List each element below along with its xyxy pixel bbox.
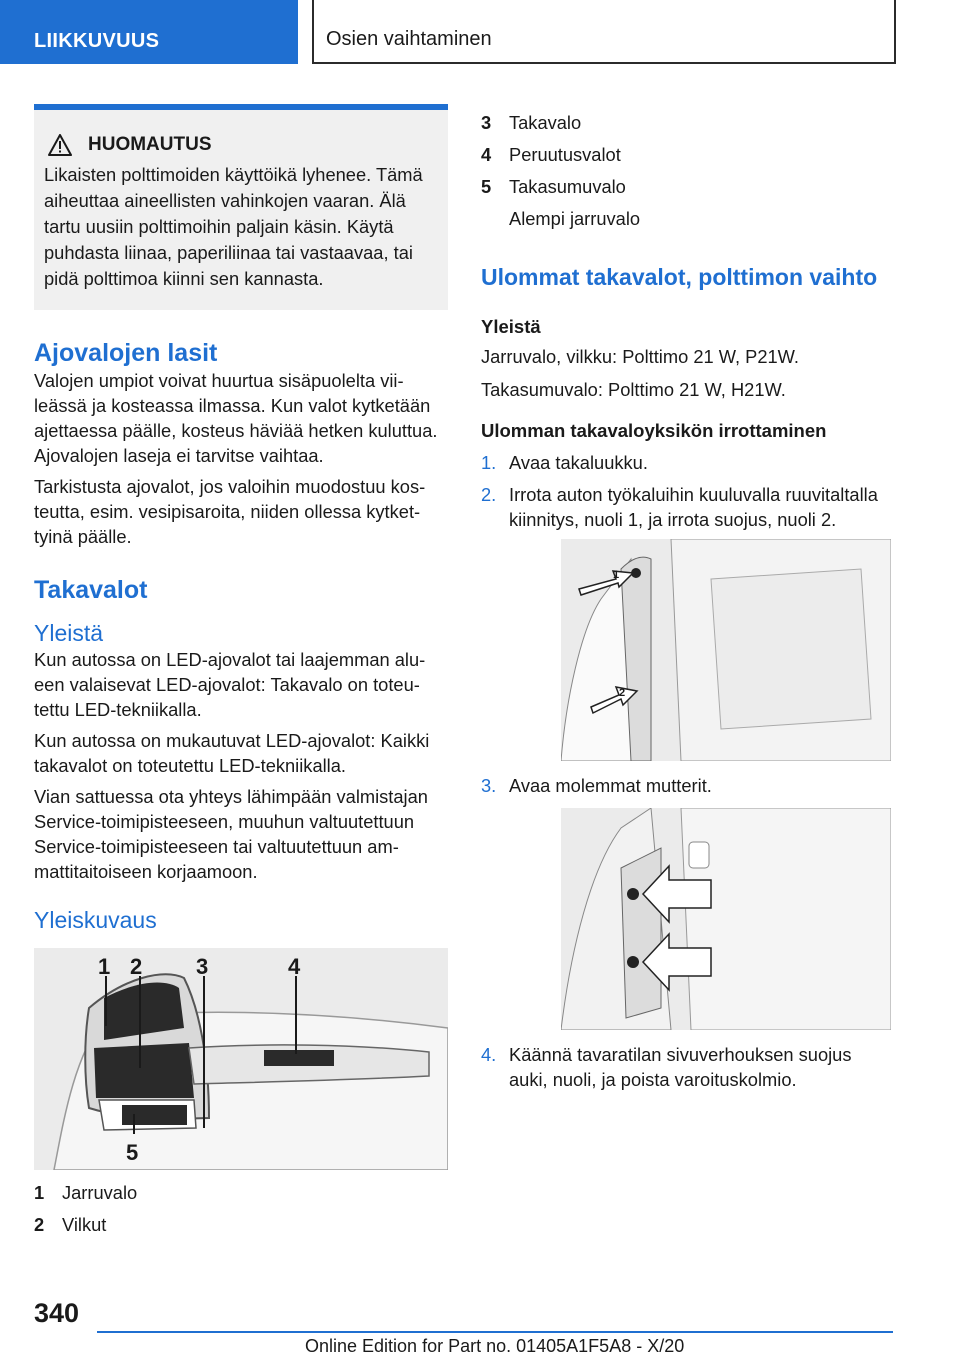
step-text: Irrota auton työkaluihin kuuluvalla ruuvitaltalla kiinnitys, nuoli 1, ja irrota suojus, nuoli 2. <box>509 484 878 530</box>
legend-num <box>481 206 509 232</box>
callout-5: 5 <box>126 1140 139 1165</box>
arrow-label-1: 1 <box>613 569 620 581</box>
arrow-label-2: 2 <box>619 687 626 699</box>
nuts-figure <box>561 808 891 1030</box>
notice-heading-text: HUOMAUTUS <box>88 134 212 155</box>
taillight-illustration <box>34 948 448 1170</box>
legend-label: Takavalo <box>509 112 582 133</box>
spec-fog: Takasumuvalo: Polttimo 21 W, H21W. <box>481 379 786 400</box>
legend-label: Jarruvalo <box>62 1182 138 1203</box>
removal-heading: Ulomman takavaloyksikön irrottaminen <box>481 420 827 441</box>
page-number: 340 <box>34 1298 80 1328</box>
legend-list-right <box>481 110 893 232</box>
legend-num: 5 <box>481 176 492 197</box>
step-text: Avaa takaluukku. <box>509 452 648 473</box>
left-column <box>34 104 448 1238</box>
heading-taillights-general: Yleistä <box>34 620 104 646</box>
taillights-paragraph-3: Vian sattuessa ota yhteys lähimpään valmistajan Service-toimipisteeseen, muuhun valtuutettuun Service-toimipisteeseen tai valtuutettuun ammattitaitoiseen korjaamoon. <box>34 786 428 882</box>
step-number: 2. <box>481 484 497 505</box>
legend-label: Vilkut <box>62 1214 107 1235</box>
taillight-overview-figure <box>34 948 448 1170</box>
legend-num: 2 <box>34 1214 45 1235</box>
warning-triangle-icon <box>48 134 72 156</box>
callout-2: 2 <box>130 954 143 979</box>
notice-heading <box>48 132 438 158</box>
heading-overview: Yleiskuvaus <box>34 907 157 933</box>
callout-3: 3 <box>196 954 209 979</box>
heading-lenses: Ajovalojen lasit <box>34 339 218 367</box>
lenses-paragraph-2: Tarkistusta ajovalot, jos valoihin muodostuu kosteutta, esim. vesipisaroita, niiden ollessa kytkettyinä päälle. <box>34 476 426 547</box>
step-list <box>481 450 893 532</box>
step-list <box>481 1042 893 1092</box>
spec-brake-indicator: Jarruvalo, vilkku: Polttimo 21 W, P21W. <box>481 346 800 367</box>
callout-4: 4 <box>288 954 301 979</box>
legend-label: Peruutusvalot <box>509 144 621 165</box>
step-number: 1. <box>481 452 497 473</box>
step-item <box>481 1042 893 1092</box>
trim-removal-figure <box>561 539 891 761</box>
legend-num: 4 <box>481 144 492 165</box>
legend-label: Takasumuvalo <box>509 176 626 197</box>
legend-list-left <box>34 1180 448 1238</box>
footer-edition-text: Online Edition for Part no. 01405A1F5A8 - X/20 <box>305 1336 685 1356</box>
step-number: 4. <box>481 1044 497 1065</box>
step-number: 3. <box>481 775 497 796</box>
legend-num: 3 <box>481 112 492 133</box>
step-item <box>481 482 893 532</box>
section-tab: LIIKKUVUUS <box>0 0 298 64</box>
legend-num: 1 <box>34 1182 45 1203</box>
nuts-illustration <box>561 808 891 1030</box>
outer-general-heading: Yleistä <box>481 316 541 337</box>
taillights-paragraph-1: Kun autossa on LED-ajovalot tai laajemman alueen valaisevat LED-ajovalot: Takavalo on toteutettu LED-tekniikalla. <box>34 649 426 720</box>
step-list <box>481 773 893 798</box>
trim-illustration <box>561 539 891 761</box>
callout-1: 1 <box>98 954 111 979</box>
step-item <box>481 450 893 475</box>
page-title: Osien vaihtaminen <box>312 0 896 64</box>
heading-taillights: Takavalot <box>34 576 148 604</box>
lenses-paragraph-1: Valojen umpiot voivat huurtua sisäpuolelta viileässä ja kosteassa ilmassa. Kun valot kytketään ajettaessa päälle, kosteus häviää hetken kuluttua. Ajovalojen laseja ei tarvitse vaihtaa. <box>34 370 438 466</box>
step-item <box>481 773 893 798</box>
step-text: Avaa molemmat mutterit. <box>509 775 712 796</box>
notice-text: Likaisten polttimoiden käyttöikä lyhenee. Tämä aiheuttaa aineellisten vahinkojen vaaran. Älä tartu uusiin polttimoihin paljain käsin. Käytä puhdasta liinaa, paperiliinaa tai vastaavaa, tai pidä polttimoa kiinni sen kannasta. <box>44 164 423 289</box>
notice-box <box>34 104 448 310</box>
taillights-paragraph-2: Kun autossa on mukautuvat LED-ajovalot: Kaikki takavalot on toteutettu LED-tekniikalla. <box>34 730 430 776</box>
heading-outer-taillights: Ulommat takavalot, polttimon vaihto <box>481 264 878 290</box>
footer-divider <box>97 1331 893 1333</box>
right-column <box>481 110 893 1099</box>
legend-label: Alempi jarruvalo <box>509 208 641 229</box>
step-text: Käännä tavaratilan sivuverhouksen suojus auki, nuoli, ja poista varoituskolmio. <box>509 1044 852 1090</box>
